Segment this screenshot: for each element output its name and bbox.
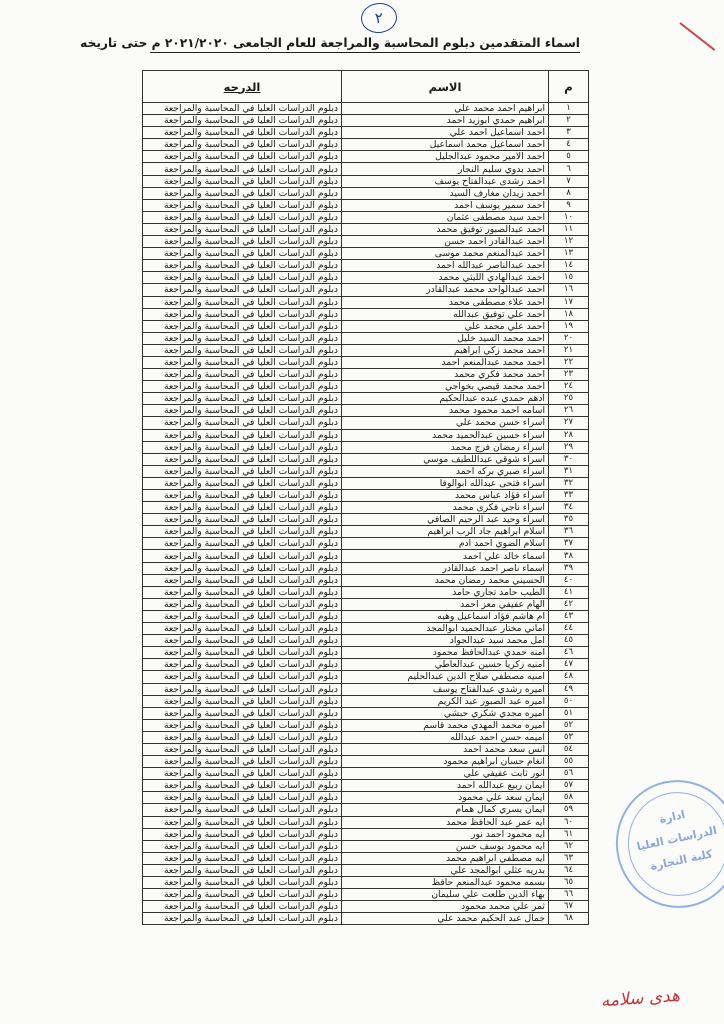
applicants-table: [142, 70, 589, 925]
row-number: ١٦: [549, 284, 589, 296]
row-name: اميمه حسن احمد عبدالله: [342, 731, 549, 743]
row-degree: دبلوم الدراسات العليا في المحاسبة والمراجعة: [143, 538, 342, 550]
row-name: الطيب حامد تجاري حامد: [342, 586, 549, 598]
row-degree: دبلوم الدراسات العليا في المحاسبة والمراجعة: [143, 756, 342, 768]
row-number: ٥٧: [549, 780, 589, 792]
table-row: [143, 574, 589, 586]
table-row: [143, 514, 589, 526]
row-number: ٤٦: [549, 647, 589, 659]
row-degree: دبلوم الدراسات العليا في المحاسبة والمراجعة: [143, 562, 342, 574]
table-row: [143, 103, 589, 115]
row-number: ٢٥: [549, 393, 589, 405]
table-row: [143, 756, 589, 768]
row-number: ٦٧: [549, 901, 589, 913]
row-number: ٦٤: [549, 864, 589, 876]
row-degree: دبلوم الدراسات العليا في المحاسبة والمراجعة: [143, 260, 342, 272]
table-row: [143, 356, 589, 368]
stamp-line: كلية التجارة: [649, 847, 714, 874]
row-number: ٣٩: [549, 562, 589, 574]
row-number: ٢: [549, 115, 589, 127]
row-name: اسراء وحيد عبد الرحيم الصافي: [342, 514, 549, 526]
table-row: [143, 683, 589, 695]
row-degree: دبلوم الدراسات العليا في المحاسبة والمراجعة: [143, 514, 342, 526]
row-name: احمد سمير يوسف احمد: [342, 199, 549, 211]
table-row: [143, 284, 589, 296]
row-name: ايمان سعد علي محمود: [342, 792, 549, 804]
row-degree: دبلوم الدراسات العليا في المحاسبة والمراجعة: [143, 889, 342, 901]
table-row: [143, 586, 589, 598]
row-name: اسراء رمضان فرج محمد: [342, 441, 549, 453]
row-degree: دبلوم الدراسات العليا في المحاسبة والمراجعة: [143, 187, 342, 199]
table-row: [143, 151, 589, 163]
row-number: ٤٣: [549, 610, 589, 622]
row-name: احمد عبدالواحد محمد عبدالقادر: [342, 284, 549, 296]
row-degree: دبلوم الدراسات العليا في المحاسبة والمراجعة: [143, 659, 342, 671]
table-row: [143, 562, 589, 574]
table-row: [143, 901, 589, 913]
table-row: [143, 877, 589, 889]
table-row: [143, 623, 589, 635]
row-number: ٥٨: [549, 792, 589, 804]
table-row: [143, 550, 589, 562]
row-name: احمد علاء مصطفى محمد: [342, 296, 549, 308]
table-row: [143, 610, 589, 622]
table-row: [143, 671, 589, 683]
stamp-line: ادارة: [658, 808, 687, 827]
row-number: ١٧: [549, 296, 589, 308]
row-number: ٩: [549, 199, 589, 211]
row-name: ايه عمر عبد الحافظ محمد: [342, 816, 549, 828]
row-degree: دبلوم الدراسات العليا في المحاسبة والمراجعة: [143, 780, 342, 792]
row-name: اسراء فؤاد عباس محمد: [342, 490, 549, 502]
stamp-line: الدراسات العليا: [635, 823, 719, 854]
row-name: ثمر علي محمد محمود: [342, 901, 549, 913]
table-row: [143, 223, 589, 235]
row-number: ٦٥: [549, 877, 589, 889]
row-degree: دبلوم الدراسات العليا في المحاسبة والمراجعة: [143, 574, 342, 586]
row-degree: دبلوم الدراسات العليا في المحاسبة والمراجعة: [143, 502, 342, 514]
row-number: ٣٠: [549, 453, 589, 465]
table-row: [143, 889, 589, 901]
row-number: ٤٧: [549, 659, 589, 671]
row-name: احمد الامير محمود عبدالجليل: [342, 151, 549, 163]
row-name: اسلام الضوي احمد ادم: [342, 538, 549, 550]
row-name: امنه حمدي عبدالحافظ محمود: [342, 647, 549, 659]
row-number: ٢٦: [549, 405, 589, 417]
row-number: ٥٣: [549, 731, 589, 743]
row-number: ٢٧: [549, 417, 589, 429]
row-degree: دبلوم الدراسات العليا في المحاسبة والمراجعة: [143, 199, 342, 211]
row-name: ام هاشم فؤاد اسماعيل وهبه: [342, 610, 549, 622]
row-name: انس سعد محمد احمد: [342, 743, 549, 755]
table-row: [143, 115, 589, 127]
row-name: احمد زيدان مغارف السيد: [342, 187, 549, 199]
row-name: احمد عبدالناصر عبدالله احمد: [342, 260, 549, 272]
row-degree: دبلوم الدراسات العليا في المحاسبة والمراجعة: [143, 586, 342, 598]
table-row: [143, 913, 589, 925]
table-row: [143, 816, 589, 828]
table-row: [143, 695, 589, 707]
table-row: [143, 707, 589, 719]
table-row: [143, 502, 589, 514]
table-row: [143, 369, 589, 381]
row-degree: دبلوم الدراسات العليا في المحاسبة والمراجعة: [143, 731, 342, 743]
table-row: [143, 381, 589, 393]
row-degree: دبلوم الدراسات العليا في المحاسبة والمراجعة: [143, 320, 342, 332]
row-name: اسراء حسين عبدالحميد محمد: [342, 429, 549, 441]
row-number: ١٥: [549, 272, 589, 284]
row-degree: دبلوم الدراسات العليا في المحاسبة والمراجعة: [143, 284, 342, 296]
row-number: ٥٢: [549, 719, 589, 731]
row-degree: دبلوم الدراسات العليا في المحاسبة والمراجعة: [143, 441, 342, 453]
row-name: بسمه محمود عبدالمنعم حافظ: [342, 877, 549, 889]
row-number: ٣٦: [549, 526, 589, 538]
row-number: ١٤: [549, 260, 589, 272]
row-number: ٤٨: [549, 671, 589, 683]
row-degree: دبلوم الدراسات العليا في المحاسبة والمراجعة: [143, 308, 342, 320]
row-degree: دبلوم الدراسات العليا في المحاسبة والمراجعة: [143, 139, 342, 151]
table-row: [143, 840, 589, 852]
table-row: [143, 828, 589, 840]
row-number: ٥٤: [549, 743, 589, 755]
table-row: [143, 719, 589, 731]
row-number: ١٩: [549, 320, 589, 332]
table-row: [143, 272, 589, 284]
row-number: ٦: [549, 163, 589, 175]
row-degree: دبلوم الدراسات العليا في المحاسبة والمراجعة: [143, 695, 342, 707]
row-degree: دبلوم الدراسات العليا في المحاسبة والمراجعة: [143, 490, 342, 502]
document-title: اسماء المتقدمين دبلوم المحاسبة والمراجعة للعام الجامعى ٢٠٢١/٢٠٢٠ م حتى تاريخه: [150, 36, 580, 53]
row-number: ٤٢: [549, 598, 589, 610]
table-row: [143, 465, 589, 477]
row-name: جمال عبد الحكيم محمد علي: [342, 913, 549, 925]
row-degree: دبلوم الدراسات العليا في المحاسبة والمراجعة: [143, 272, 342, 284]
row-degree: دبلوم الدراسات العليا في المحاسبة والمراجعة: [143, 719, 342, 731]
row-number: ٧: [549, 175, 589, 187]
row-number: ١١: [549, 223, 589, 235]
row-number: ٦٢: [549, 840, 589, 852]
row-number: ٣٨: [549, 550, 589, 562]
row-degree: دبلوم الدراسات العليا في المحاسبة والمراجعة: [143, 623, 342, 635]
row-name: احمد علي توفيق عبدالله: [342, 308, 549, 320]
table-row: [143, 864, 589, 876]
table-row: [143, 127, 589, 139]
row-name: امل محمد سيد عبدالجواد: [342, 635, 549, 647]
row-number: ٣٤: [549, 502, 589, 514]
page-number: ٢: [360, 1, 399, 35]
row-degree: دبلوم الدراسات العليا في المحاسبة والمراجعة: [143, 393, 342, 405]
row-number: ٥: [549, 151, 589, 163]
table-row: [143, 187, 589, 199]
table-row: [143, 598, 589, 610]
row-degree: دبلوم الدراسات العليا في المحاسبة والمراجعة: [143, 792, 342, 804]
row-name: ايه محمود يوسف حسن: [342, 840, 549, 852]
table-row: [143, 477, 589, 489]
row-degree: دبلوم الدراسات العليا في المحاسبة والمراجعة: [143, 405, 342, 417]
row-name: اسلام ابراهيم جاد الرب ابراهيم: [342, 526, 549, 538]
header-degree: الدرجه: [143, 71, 342, 103]
row-number: ٥١: [549, 707, 589, 719]
table-row: [143, 647, 589, 659]
row-degree: دبلوم الدراسات العليا في المحاسبة والمراجعة: [143, 175, 342, 187]
row-degree: دبلوم الدراسات العليا في المحاسبة والمراجعة: [143, 683, 342, 695]
row-name: اماني مختار عبدالحميد ابوالمجد: [342, 623, 549, 635]
row-name: اسماء خالد علي احمد: [342, 550, 549, 562]
row-number: ٣١: [549, 465, 589, 477]
row-number: ١٨: [549, 308, 589, 320]
row-number: ٣٥: [549, 514, 589, 526]
row-degree: دبلوم الدراسات العليا في المحاسبة والمراجعة: [143, 417, 342, 429]
row-name: احمد اسماعيل احمد علي: [342, 127, 549, 139]
row-name: بهاء الدين طلعت علي سليمان: [342, 889, 549, 901]
row-number: ٢٣: [549, 369, 589, 381]
row-degree: دبلوم الدراسات العليا في المحاسبة والمراجعة: [143, 550, 342, 562]
table-row: [143, 659, 589, 671]
row-number: ٤٤: [549, 623, 589, 635]
row-name: ايمان يسري كمال همام: [342, 804, 549, 816]
row-name: احمد سيد مصطفى عثمان: [342, 211, 549, 223]
row-name: احمد محمد عبدالمنعم احمد: [342, 356, 549, 368]
row-degree: دبلوم الدراسات العليا في المحاسبة والمراجعة: [143, 211, 342, 223]
row-degree: دبلوم الدراسات العليا في المحاسبة والمراجعة: [143, 804, 342, 816]
table-row: [143, 332, 589, 344]
row-name: احمد محمد السيد خليل: [342, 332, 549, 344]
row-degree: دبلوم الدراسات العليا في المحاسبة والمراجعة: [143, 647, 342, 659]
row-degree: دبلوم الدراسات العليا في المحاسبة والمراجعة: [143, 671, 342, 683]
row-name: امنيه مصطفي صلاح الدين عبدالحليم: [342, 671, 549, 683]
row-name: اميره محمد المهدي محمد قاسم: [342, 719, 549, 731]
row-name: احمد اسماعيل محمد اسماعيل: [342, 139, 549, 151]
row-degree: دبلوم الدراسات العليا في المحاسبة والمراجعة: [143, 127, 342, 139]
row-degree: دبلوم الدراسات العليا في المحاسبة والمراجعة: [143, 163, 342, 175]
row-name: احمد محمد قيصي بخواجي: [342, 381, 549, 393]
table-row: [143, 743, 589, 755]
row-name: اسراء صبري بركه احمد: [342, 465, 549, 477]
row-number: ١٢: [549, 236, 589, 248]
row-name: ايمان ربيع عبدالله احمد: [342, 780, 549, 792]
table-row: [143, 236, 589, 248]
row-degree: دبلوم الدراسات العليا في المحاسبة والمراجعة: [143, 707, 342, 719]
row-number: ٣٣: [549, 490, 589, 502]
row-name: احمد رشدى عبدالفتاح يوسف: [342, 175, 549, 187]
row-number: ٦٨: [549, 913, 589, 925]
row-degree: دبلوم الدراسات العليا في المحاسبة والمراجعة: [143, 901, 342, 913]
row-name: احمد محمد زكي ابراهيم: [342, 344, 549, 356]
row-name: اسامه احمد محمود محمد: [342, 405, 549, 417]
row-number: ٤٩: [549, 683, 589, 695]
row-degree: دبلوم الدراسات العليا في المحاسبة والمراجعة: [143, 344, 342, 356]
row-number: ٢١: [549, 344, 589, 356]
row-degree: دبلوم الدراسات العليا في المحاسبة والمراجعة: [143, 151, 342, 163]
row-name: احمد علي محمد علي: [342, 320, 549, 332]
row-degree: دبلوم الدراسات العليا في المحاسبة والمراجعة: [143, 598, 342, 610]
row-number: ١٠: [549, 211, 589, 223]
row-degree: دبلوم الدراسات العليا في المحاسبة والمراجعة: [143, 236, 342, 248]
row-number: ٢٨: [549, 429, 589, 441]
row-name: الحسيني محمد رمضان محمد: [342, 574, 549, 586]
table-row: [143, 308, 589, 320]
row-number: ٣٧: [549, 538, 589, 550]
row-number: ١: [549, 103, 589, 115]
row-degree: دبلوم الدراسات العليا في المحاسبة والمراجعة: [143, 103, 342, 115]
table-row: [143, 731, 589, 743]
table-row: [143, 441, 589, 453]
table-row: [143, 260, 589, 272]
row-degree: دبلوم الدراسات العليا في المحاسبة والمراجعة: [143, 381, 342, 393]
row-number: ٥٥: [549, 756, 589, 768]
row-name: اسراء فتحى عبدالله ابوالوفا: [342, 477, 549, 489]
row-name: ابراهيم احمد محمد علي: [342, 103, 549, 115]
row-number: ٣: [549, 127, 589, 139]
table-row: [143, 526, 589, 538]
table-row: [143, 248, 589, 260]
row-degree: دبلوم الدراسات العليا في المحاسبة والمراجعة: [143, 840, 342, 852]
row-degree: دبلوم الدراسات العليا في المحاسبة والمراجعة: [143, 356, 342, 368]
table-row: [143, 538, 589, 550]
row-degree: دبلوم الدراسات العليا في المحاسبة والمراجعة: [143, 852, 342, 864]
table-row: [143, 417, 589, 429]
table-row: [143, 211, 589, 223]
row-number: ٢٤: [549, 381, 589, 393]
table-row: [143, 804, 589, 816]
row-number: ٥٦: [549, 768, 589, 780]
table-row: [143, 344, 589, 356]
row-name: اسراء ناجي فكرى محمد: [342, 502, 549, 514]
row-degree: دبلوم الدراسات العليا في المحاسبة والمراجعة: [143, 477, 342, 489]
row-name: احمد محمد فكري محمد: [342, 369, 549, 381]
row-name: احمد عبدالمنعم محمد موسى: [342, 248, 549, 260]
row-number: ٨: [549, 187, 589, 199]
row-name: اميره مجدي شكري حبشي: [342, 707, 549, 719]
row-name: احمد عبدالصبور توفيق محمد: [342, 223, 549, 235]
row-degree: دبلوم الدراسات العليا في المحاسبة والمراجعة: [143, 465, 342, 477]
table-row: [143, 768, 589, 780]
row-degree: دبلوم الدراسات العليا في المحاسبة والمراجعة: [143, 526, 342, 538]
row-degree: دبلوم الدراسات العليا في المحاسبة والمراجعة: [143, 768, 342, 780]
row-number: ٣٢: [549, 477, 589, 489]
row-name: ايه محمود احمد نور: [342, 828, 549, 840]
table-row: [143, 780, 589, 792]
row-name: اميره عبد الصبور عبد الكريم: [342, 695, 549, 707]
table-row: [143, 296, 589, 308]
row-number: ٥٠: [549, 695, 589, 707]
table-row: [143, 393, 589, 405]
row-name: ادهم حمدي عبده عبدالحكيم: [342, 393, 549, 405]
row-name: الهام عفيفي معز احمد: [342, 598, 549, 610]
row-degree: دبلوم الدراسات العليا في المحاسبة والمراجعة: [143, 635, 342, 647]
table-body: [143, 103, 589, 925]
row-name: امنيه زكريا حسين عبدالعاطي: [342, 659, 549, 671]
table-row: [143, 490, 589, 502]
table-row: [143, 852, 589, 864]
pen-mark: [679, 22, 715, 51]
handwritten-signature: هدى سلامه: [600, 985, 681, 1012]
table-row: [143, 139, 589, 151]
row-number: ٤١: [549, 586, 589, 598]
row-number: ٦١: [549, 828, 589, 840]
row-name: ابراهيم حمدي ابوزيد احمد: [342, 115, 549, 127]
table-row: [143, 163, 589, 175]
row-degree: دبلوم الدراسات العليا في المحاسبة والمراجعة: [143, 248, 342, 260]
row-name: اسراء حسن محمد علي: [342, 417, 549, 429]
row-degree: دبلوم الدراسات العليا في المحاسبة والمراجعة: [143, 115, 342, 127]
row-number: ٥٩: [549, 804, 589, 816]
row-number: ٤٥: [549, 635, 589, 647]
row-degree: دبلوم الدراسات العليا في المحاسبة والمراجعة: [143, 743, 342, 755]
row-degree: دبلوم الدراسات العليا في المحاسبة والمراجعة: [143, 816, 342, 828]
row-number: ٤٠: [549, 574, 589, 586]
row-number: ١٣: [549, 248, 589, 260]
header-name: الاسم: [342, 71, 549, 103]
row-degree: دبلوم الدراسات العليا في المحاسبة والمراجعة: [143, 223, 342, 235]
row-name: اسراء شوقي عبداللطيف موسي: [342, 453, 549, 465]
table-row: [143, 175, 589, 187]
row-degree: دبلوم الدراسات العليا في المحاسبة والمراجعة: [143, 864, 342, 876]
row-name: انغام حسان ابراهيم محمود: [342, 756, 549, 768]
row-name: اسماء ناصر احمد عبدالقادر: [342, 562, 549, 574]
row-name: بدريه عثلي ابوالمجد علي: [342, 864, 549, 876]
row-name: احمد عبدالقادر احمد حسن: [342, 236, 549, 248]
table-row: [143, 199, 589, 211]
row-number: ٢٠: [549, 332, 589, 344]
row-degree: دبلوم الدراسات العليا في المحاسبة والمراجعة: [143, 429, 342, 441]
row-number: ٦٣: [549, 852, 589, 864]
row-degree: دبلوم الدراسات العليا في المحاسبة والمراجعة: [143, 913, 342, 925]
table-row: [143, 320, 589, 332]
row-name: اميره رشدي عبدالفتاح يوسف: [342, 683, 549, 695]
row-name: احمد بدوي سليم النجار: [342, 163, 549, 175]
official-stamp: [604, 769, 724, 920]
table-row: [143, 405, 589, 417]
row-name: احمد عبدالهادي الليثي محمد: [342, 272, 549, 284]
row-number: ٢٩: [549, 441, 589, 453]
table-row: [143, 429, 589, 441]
row-degree: دبلوم الدراسات العليا في المحاسبة والمراجعة: [143, 828, 342, 840]
row-degree: دبلوم الدراسات العليا في المحاسبة والمراجعة: [143, 877, 342, 889]
table-row: [143, 792, 589, 804]
row-degree: دبلوم الدراسات العليا في المحاسبة والمراجعة: [143, 332, 342, 344]
table-header-row: [143, 71, 589, 103]
row-number: ٤: [549, 139, 589, 151]
row-degree: دبلوم الدراسات العليا في المحاسبة والمراجعة: [143, 453, 342, 465]
row-degree: دبلوم الدراسات العليا في المحاسبة والمراجعة: [143, 296, 342, 308]
row-number: ٢٢: [549, 356, 589, 368]
row-number: ٦٦: [549, 889, 589, 901]
table-row: [143, 453, 589, 465]
row-degree: دبلوم الدراسات العليا في المحاسبة والمراجعة: [143, 369, 342, 381]
header-number: م: [549, 71, 589, 103]
row-degree: دبلوم الدراسات العليا في المحاسبة والمراجعة: [143, 610, 342, 622]
row-name: انور ثابت عفيفي علي: [342, 768, 549, 780]
row-number: ٦٠: [549, 816, 589, 828]
row-name: ايه مصطفي ابراهيم محمد: [342, 852, 549, 864]
table-row: [143, 635, 589, 647]
